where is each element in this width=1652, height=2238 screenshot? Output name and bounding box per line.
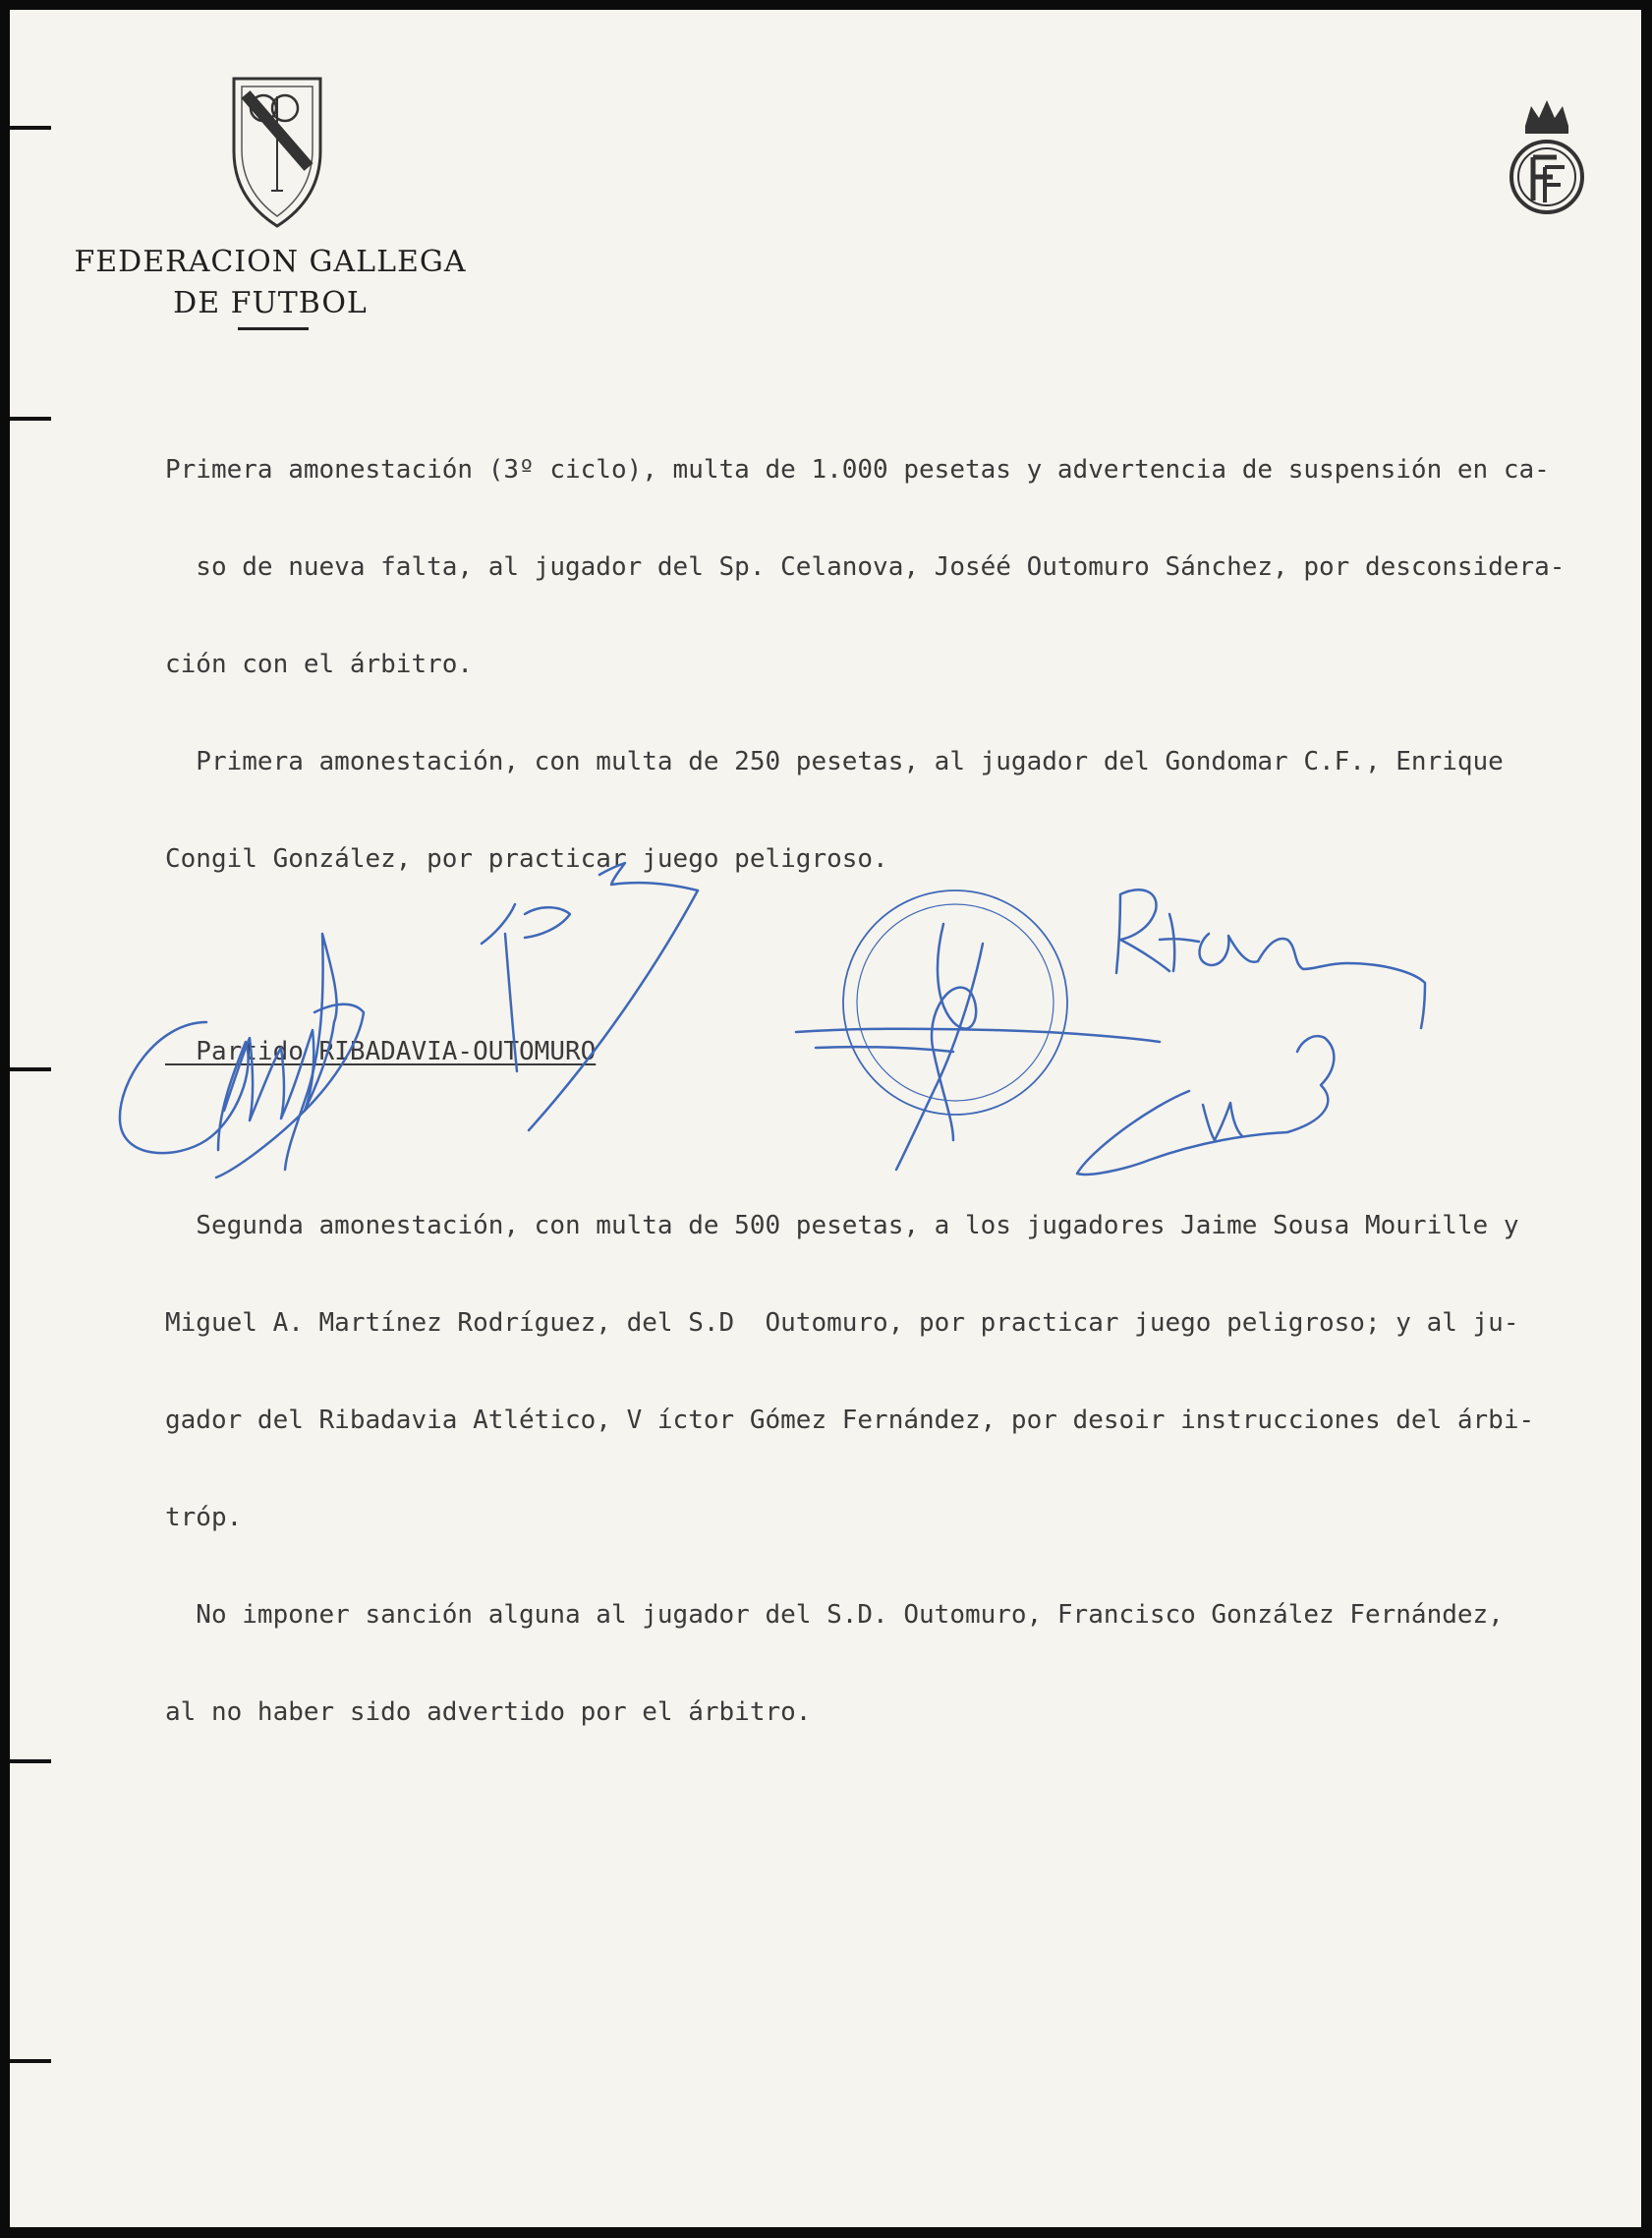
body-line: gador del Ribadavia Atlético, V íctor Gómez Fernández, por desoir instrucciones del árbi- (165, 1406, 1535, 1435)
body-line: so de nueva falta, al jugador del Sp. Celanova, Joséé Outomuro Sánchez, por desconsidera- (165, 552, 1566, 582)
letterhead-divider (238, 327, 309, 330)
binder-hole-mark (10, 126, 51, 130)
federation-name-line2: DE FUTBOL (173, 286, 368, 320)
body-line: Primera amonestación (3º ciclo), multa de 1.000 pesetas y advertencia de suspensión en ca- (165, 455, 1550, 485)
document-page (10, 10, 1641, 2227)
binder-hole-mark (10, 2059, 51, 2063)
signature-3-with-stamp (796, 890, 1160, 1170)
match-heading: Partido RIBADAVIA-OUTOMURO (165, 1037, 597, 1066)
crowned-federation-emblem-icon (1504, 92, 1590, 220)
federation-name-line1: FEDERACION GALLEGA (74, 245, 467, 279)
signature-2 (482, 863, 698, 1130)
shield-crest-icon (228, 73, 326, 232)
body-line: tróp. (165, 1503, 243, 1532)
binder-hole-mark (10, 417, 51, 421)
body-line: al no haber sido advertido por el árbitro. (165, 1697, 812, 1727)
body-line: Segunda amonestación, con multa de 500 pesetas, a los jugadores Jaime Sousa Mourille y (165, 1211, 1519, 1240)
body-line: ción con el árbitro. (165, 650, 474, 679)
signature-5 (1077, 1036, 1334, 1175)
signatures-area (10, 855, 1641, 1209)
body-line: Miguel A. Martínez Rodríguez, del S.D Outomuro, por practicar juego peligroso; y al ju- (165, 1308, 1519, 1338)
binder-hole-mark (10, 1759, 51, 1763)
federation-name (64, 242, 477, 324)
body-line: No imponer sanción alguna al jugador del S.D. Outomuro, Francisco González Fernández, (165, 1600, 1504, 1630)
body-line: Congil González, por practicar juego peligroso. (165, 844, 888, 874)
signature-4 (1116, 889, 1425, 1028)
signature-1 (120, 934, 364, 1177)
body-line: Primera amonestación, con multa de 250 pesetas, al jugador del Gondomar C.F., Enrique (165, 747, 1504, 776)
